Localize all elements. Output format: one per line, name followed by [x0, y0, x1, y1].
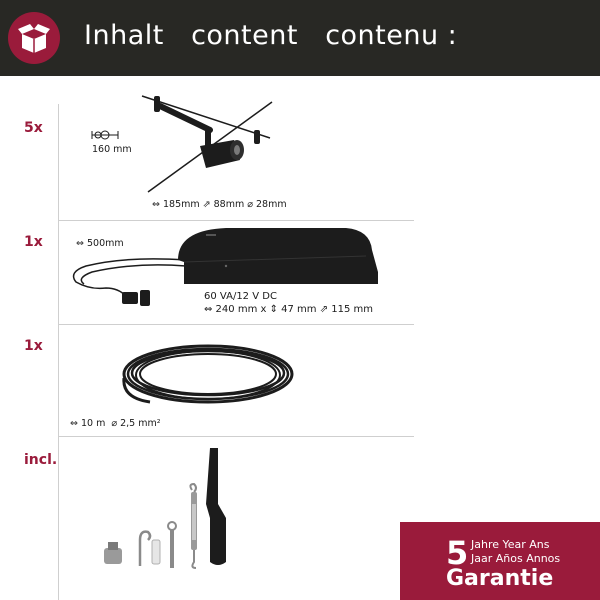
- cable-spot-image: [140, 90, 280, 200]
- page-title: Inhalt content contenu :: [84, 20, 458, 51]
- guarantee-text-line2: Jaar Años Annos: [471, 552, 561, 565]
- cable-coil-image: [120, 340, 296, 410]
- quantity-label: 5x: [24, 120, 43, 136]
- transformer-dimensions: ⇔ 240 mm x ⇕ 47 mm ⇗ 115 mm: [204, 304, 374, 315]
- quantity-label: 1x: [24, 234, 43, 250]
- row-divider: [58, 220, 414, 221]
- guarantee-word: Garantie: [446, 566, 554, 591]
- guarantee-badge: [400, 522, 600, 600]
- guarantee-text-line1: Jahre Year Ans: [471, 538, 550, 551]
- transformer-image: [66, 226, 386, 316]
- power-rating: 60 VA/12 V DC: [204, 291, 277, 302]
- header-bar: [0, 0, 600, 76]
- spacing-icon: [90, 128, 120, 142]
- guarantee-years: 5: [446, 534, 469, 572]
- quantity-label: 1x: [24, 338, 43, 354]
- cable-spot-dimensions: ⇔ 185mm ⇗ 88mm ⌀ 28mm: [152, 199, 287, 210]
- spacing-spec: 160 mm: [92, 144, 132, 155]
- row-divider: [58, 436, 414, 437]
- row-divider: [58, 324, 414, 325]
- cable-length-spec: ⇔ 500mm: [76, 238, 124, 249]
- open-box-icon: [8, 12, 60, 64]
- quantity-label: incl.: [24, 452, 58, 468]
- accessories-image: [100, 444, 250, 570]
- column-divider: [58, 104, 59, 600]
- cable-spec: ⇔ 10 m ⌀ 2,5 mm²: [70, 418, 161, 429]
